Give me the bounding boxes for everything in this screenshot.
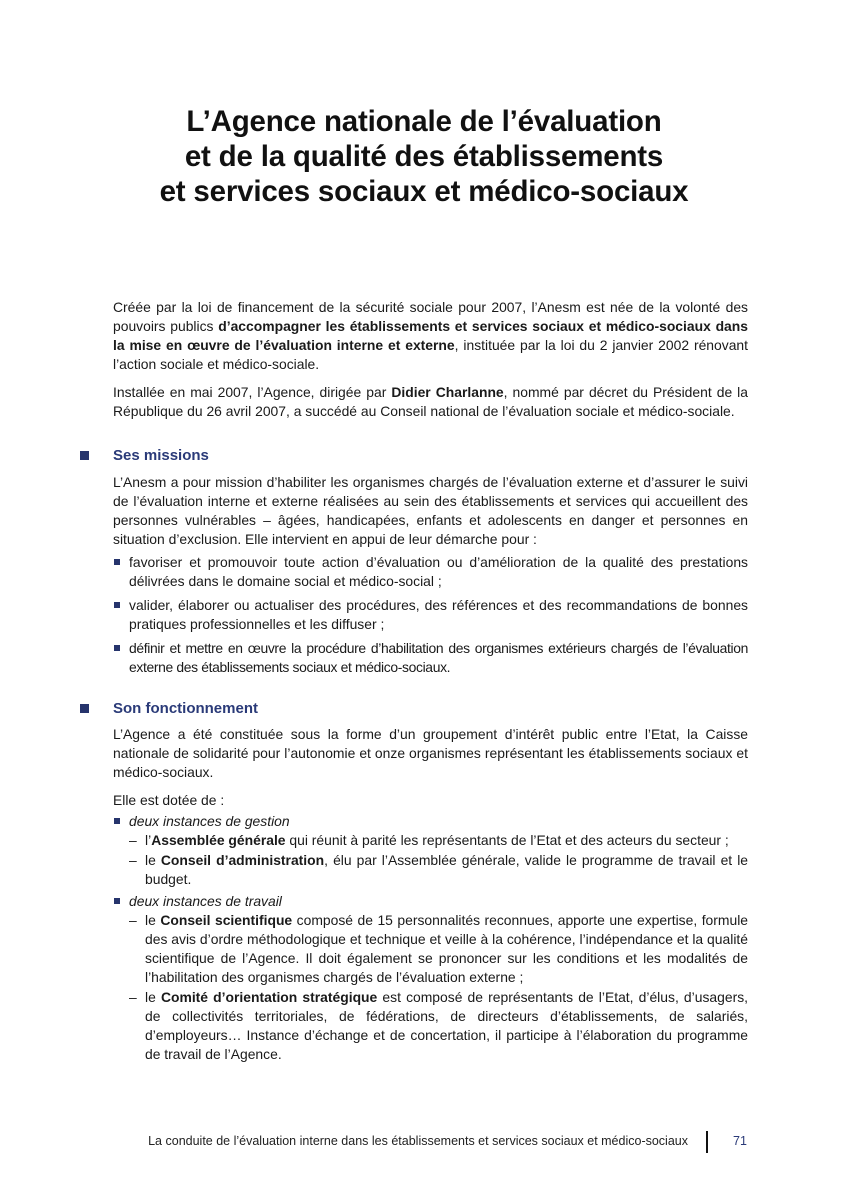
intro-p1-bold: d’accompagner les établissements et services sociaux et médico-sociaux dans la mise en œuvre de l’évaluation interne et externe (113, 318, 748, 353)
section-heading-fonctionnement-label: Son fonctionnement (113, 700, 258, 717)
instances-gestion-label: deux instances de gestion (129, 813, 290, 829)
conseil-scientifique: Conseil scientifique (160, 912, 293, 928)
intro-paragraph-1 (113, 298, 748, 374)
square-bullet-icon (114, 602, 120, 608)
list-item-text: favoriser et promouvoir toute action d’évaluation ou d’amélioration de la qualité des prestations délivrées dans le domaine social et médico-social ; (129, 554, 748, 589)
intro-p1-text: Créée par la loi de financement de la sécurité sociale pour 2007, l’Anesm est née de la volonté des pouvoirs publics (113, 299, 748, 334)
document-body (113, 298, 748, 1064)
square-bullet-icon (80, 451, 89, 460)
gestion-sublist (129, 831, 748, 889)
list-item-text: le (145, 912, 161, 928)
list-item (113, 553, 748, 591)
square-bullet-icon (114, 559, 120, 565)
list-item-text: le (145, 852, 161, 868)
list-item-text: l’ (145, 832, 152, 848)
list-item-text-end: qui réunit à parité les représentants de l’Etat et des acteurs du secteur ; (285, 832, 729, 848)
list-item-text-end: composé de 15 personnalités reconnues, apporte une expertise, formule des avis d’ordre méthodologique et technique et veille à la cohérence, l’indépendance et la qualité scientifique de l’Agence. Il doit également se prononcer sur les conditions et les modalités de l’habilitation des organismes chargés de l’évaluation externe ; (145, 912, 749, 985)
list-item (129, 831, 748, 850)
section-heading-missions (113, 446, 748, 465)
intro-p2-text: Installée en mai 2007, l’Agence, dirigée par (113, 384, 392, 400)
list-item-text: le (145, 989, 161, 1005)
square-bullet-icon (114, 645, 120, 651)
list-item (129, 988, 748, 1064)
fonctionnement-paragraph: L’Agence a été constituée sous la forme d’un groupement d’intérêt public entre l’Etat, la Caisse nationale de solidarité pour l’autonomie et onze organismes représentant les établissements sociaux et médico-sociaux. (113, 726, 748, 780)
title-line-2: et de la qualité des établissements (184, 140, 664, 173)
section-heading-fonctionnement (113, 699, 748, 718)
page-footer (0, 1131, 848, 1155)
square-bullet-icon (114, 818, 120, 824)
page-number: 71 (733, 1134, 747, 1148)
footer-divider (706, 1131, 708, 1153)
list-item-text: définir et mettre en œuvre la procédure d’habilitation des organismes extérieurs chargés de l’évaluation externe des établissements sociaux et médico-sociaux. (129, 640, 748, 675)
list-item (129, 911, 748, 987)
intro-paragraph-2 (113, 383, 748, 421)
missions-list (113, 553, 748, 677)
missions-paragraph: L’Anesm a pour mission d’habiliter les organismes chargés de l’évaluation externe et d’assurer le suivi de l’évaluation interne et externe réalisées au sein des établissements et services qui accueillent des personnes vulnérables – âgées, handicapées, enfants et adolescents en danger et personnes en situation d’exclusion. Elle intervient en appui de leur démarche pour : (113, 474, 748, 547)
title-line-3: et services sociaux et médico-sociaux (159, 175, 689, 208)
section-heading-missions-label: Ses missions (113, 447, 209, 464)
dash-bullet-icon: – (129, 912, 137, 928)
intro-p2-text-end: , nommé par décret du Président de la République du 26 avril 2007, a succédé au Conseil national de l’évaluation sociale et médico-sociale. (113, 384, 748, 419)
square-bullet-icon (80, 704, 89, 713)
list-item-travail (113, 892, 748, 1064)
list-item-gestion (113, 812, 748, 889)
travail-sublist (129, 911, 748, 1064)
list-item (113, 596, 748, 634)
assemblee-generale: Assemblée générale (151, 832, 286, 848)
instances-travail-label: deux instances de travail (129, 893, 282, 909)
director-name: Didier Charlanne (391, 384, 504, 400)
title-line-1: L’Agence nationale de l’évaluation (186, 105, 662, 138)
comite-orientation-strategique: Comité d’orientation stratégique (160, 989, 378, 1005)
intro-p1-text-end: , instituée par la loi du 2 janvier 2002 rénovant l’action sociale et médico-sociale. (113, 337, 748, 372)
dotee-line: Elle est dotée de : (113, 792, 225, 808)
list-item (129, 851, 748, 889)
page-title (100, 104, 748, 209)
list-item (113, 639, 748, 677)
square-bullet-icon (114, 898, 120, 904)
instances-list (113, 812, 748, 1064)
conseil-administration: Conseil d’administration (160, 852, 325, 868)
dash-bullet-icon: – (129, 989, 137, 1005)
dash-bullet-icon: – (129, 852, 137, 868)
footer-running-title: La conduite de l’évaluation interne dans les établissements et services sociaux et médico-sociaux (148, 1134, 688, 1148)
dash-bullet-icon: – (129, 832, 137, 848)
list-item-text: valider, élaborer ou actualiser des procédures, des références et des recommandations de bonnes pratiques professionnelles et les diffuser ; (129, 597, 748, 632)
list-item-text-end: , élu par l’Assemblée générale, valide le programme de travail et le budget. (145, 852, 749, 887)
list-item-text-end: est composé de représentants de l’Etat, d’élus, d’usagers, de collectivités territoriales, de fédérations, de directeurs d’établissements, de salariés, d’employeurs… Instance d’échange et de concertation, il participe à l’élaboration du programme de travail de l’Agence. (145, 989, 749, 1062)
